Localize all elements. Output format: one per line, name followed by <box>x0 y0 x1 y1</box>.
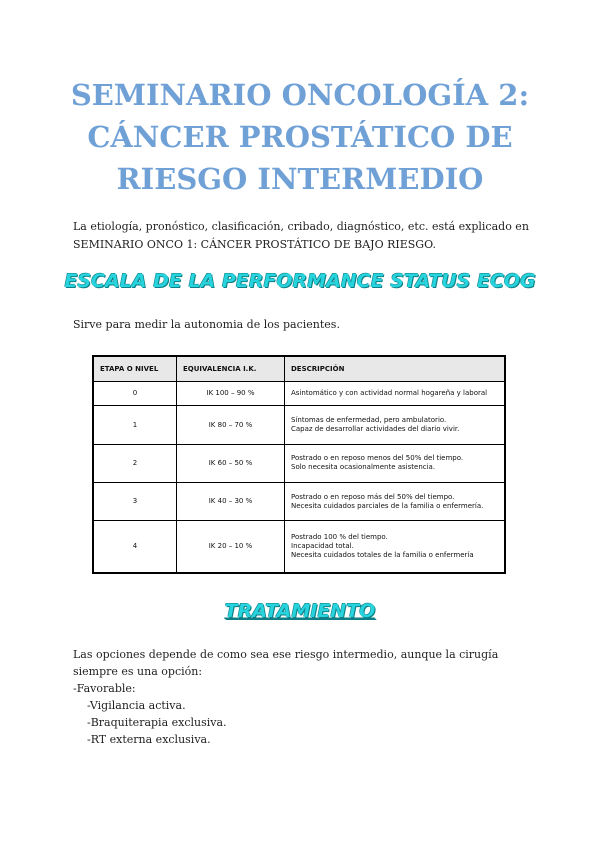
cell-ik: IK 60 – 50 % <box>177 444 285 482</box>
desc-line: Postrado 100 % del tiempo. <box>291 533 388 542</box>
table-row <box>94 406 504 444</box>
ecog-table-image <box>92 355 506 574</box>
page-title <box>40 74 560 200</box>
cell-desc <box>285 444 505 482</box>
cell-ik: IK 40 – 30 % <box>177 482 285 520</box>
list-item: -Vigilancia activa. <box>87 699 186 712</box>
tratamiento-body <box>73 646 543 748</box>
cell-etapa: 3 <box>94 482 177 520</box>
cell-etapa: 0 <box>94 382 177 406</box>
desc-line: Capaz de desarrollar actividades del diario vivir. <box>291 425 460 434</box>
desc-line: Solo necesita ocasionalmente asistencia. <box>291 463 436 472</box>
table-row <box>94 482 504 520</box>
cell-ik: IK 80 – 70 % <box>177 406 285 444</box>
favorable-label: -Favorable: <box>73 682 136 695</box>
desc-line: Necesita cuidados totales de la familia o enfermería <box>291 551 474 560</box>
cell-etapa: 4 <box>94 521 177 572</box>
desc-line: Necesita cuidados parciales de la familia o enfermería. <box>291 501 484 510</box>
desc-line: Asintomático y con actividad normal hogareña y laboral <box>291 389 488 398</box>
cell-desc <box>285 382 505 406</box>
cell-etapa: 2 <box>94 444 177 482</box>
cell-desc <box>285 406 505 444</box>
tratamiento-intro: Las opciones depende de como sea ese riesgo intermedio, aunque la cirugía siempre es una opción: <box>73 648 499 678</box>
title-line-2: CÁNCER PROSTÁTICO DE <box>87 120 513 154</box>
list-item: -RT externa exclusiva. <box>87 733 211 746</box>
ecog-description: Sirve para medir la autonomia de los pacientes. <box>73 318 340 331</box>
cell-ik: IK 100 – 90 % <box>177 382 285 406</box>
desc-line: Postrado o en reposo menos del 50% del tiempo. <box>291 454 464 463</box>
cell-desc <box>285 521 505 572</box>
cell-ik: IK 20 – 10 % <box>177 521 285 572</box>
cell-desc <box>285 482 505 520</box>
desc-line: Incapacidad total. <box>291 542 354 551</box>
table-row <box>94 444 504 482</box>
table-header-row <box>94 357 504 382</box>
desc-line: Síntomas de enfermedad, pero ambulatorio. <box>291 416 447 425</box>
title-line-3: RIESGO INTERMEDIO <box>116 162 484 196</box>
table-row <box>94 382 504 406</box>
header-etapa: ETAPA O NIVEL <box>94 357 177 382</box>
cell-etapa: 1 <box>94 406 177 444</box>
title-line-1: SEMINARIO ONCOLOGÍA 2: <box>70 78 530 112</box>
desc-line: Postrado o en reposo más del 50% del tiempo. <box>291 492 455 501</box>
tratamiento-heading: TRATAMIENTO <box>224 600 376 622</box>
intro-paragraph: La etiología, pronóstico, clasificación, cribado, diagnóstico, etc. está explicado en SEMINARIO ONCO 1: CÁNCER PROSTÁTICO DE BAJO RIESGO. <box>73 220 529 251</box>
ecog-table <box>94 357 504 572</box>
header-descripcion: DESCRIPCIÓN <box>285 357 505 382</box>
table-row <box>94 521 504 572</box>
list-item: -Braquiterapia exclusiva. <box>87 716 227 729</box>
header-ik: EQUIVALENCIA I.K. <box>177 357 285 382</box>
ecog-heading: ESCALA DE LA PERFORMANCE STATUS ECOG <box>64 270 536 292</box>
